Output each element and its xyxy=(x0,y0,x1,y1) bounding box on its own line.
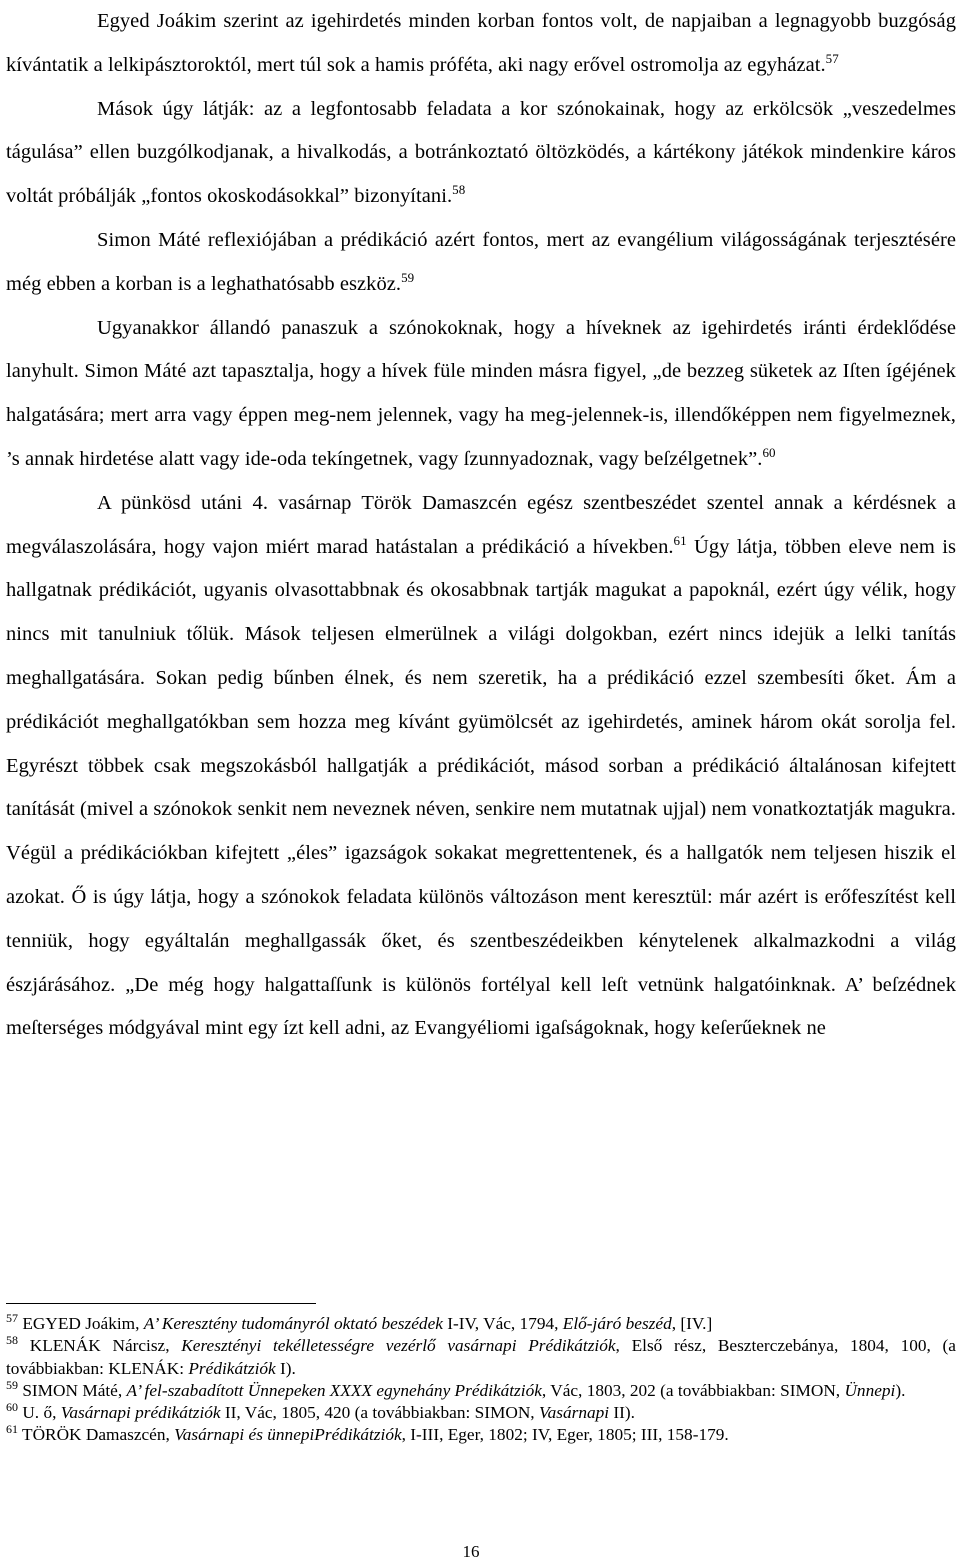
footnote xyxy=(6,1424,956,1446)
page-number: 16 xyxy=(462,1542,480,1561)
text-run: II, Vác, 1805, 420 (a továbbiakban: SIMON, xyxy=(220,1403,539,1423)
footnote-number: 61 xyxy=(6,1422,18,1437)
italic-title: Keresztényi tekélletességre vezérlő vasárnapi Prédikátziók xyxy=(181,1336,616,1356)
text-run: , [IV.] xyxy=(671,1314,713,1333)
body-text xyxy=(6,0,956,1051)
document-page xyxy=(6,0,956,1563)
text-run: , Első rész, Beszterczebánya, 1804, 100, (a továbbiakban: KLENÁK: xyxy=(6,1336,956,1378)
text-run: I). xyxy=(275,1358,296,1378)
footnote-number: 60 xyxy=(6,1400,18,1415)
footnote-reference[interactable]: 59 xyxy=(401,269,415,285)
footnote-reference[interactable]: 61 xyxy=(673,532,687,548)
text-run: , I-III, Eger, 1802; IV, Eger, 1805; III, 158-179. xyxy=(401,1425,729,1445)
italic-title: Elő-járó beszéd xyxy=(562,1314,672,1333)
footnote-number: 57 xyxy=(6,1311,18,1326)
italic-title: A’ Keresztény tudományról oktató beszédek xyxy=(143,1314,443,1333)
text-run: U. ő, xyxy=(18,1403,61,1423)
text-run: SIMON Máté, xyxy=(18,1380,127,1400)
footnote xyxy=(6,1402,956,1424)
footnotes xyxy=(6,1313,956,1447)
paragraph xyxy=(6,0,956,88)
footnote-reference[interactable]: 60 xyxy=(762,445,776,461)
paragraph xyxy=(6,307,956,482)
footnote-reference[interactable]: 58 xyxy=(452,182,466,198)
paragraph xyxy=(6,88,956,219)
italic-title: Vasárnapi és ünnepiPrédikátziók xyxy=(174,1425,402,1445)
text-run: KLENÁK Nárcisz, xyxy=(18,1336,182,1356)
text-run: TÖRÖK Damaszcén, xyxy=(18,1425,175,1445)
text-run: Mások úgy látják: az a legfontosabb feladata a kor szónokainak, hogy az erkölcsök „veszedelmes tágulása” ellen buzgólkodjanak, a hivalkodás, a botránkoztató öltözködés, a kártékony játékok mindenkire káros voltát próbálják „fontos okoskodásokkal” bizonyítani. xyxy=(6,97,956,208)
footnote-number: 59 xyxy=(6,1378,18,1393)
text-run: Simon Máté reflexiójában a prédikáció azért fontos, mert az evangélium világosságának terjesztésére még ebben a korban is a leghathatósabb eszköz. xyxy=(6,228,956,295)
footnote-number: 58 xyxy=(6,1333,18,1348)
text-run: II). xyxy=(609,1403,635,1423)
text-run: Egyed Joákim szerint az igehirdetés minden korban fontos volt, de napjaiban a legnagyobb buzgóság kívántatik a lelkipásztoroktól, mert túl sok a hamis próféta, aki nagy erővel ostromolja az egyházat. xyxy=(6,10,956,76)
paragraph xyxy=(6,219,956,307)
footnote xyxy=(6,1313,956,1335)
italic-title: Ünnepi xyxy=(844,1380,896,1400)
text-run: Úgy látja, többen eleve nem is hallgatnak prédikációt, ugyanis olvasottabbnak és okosabbnak tartják magukat a papoknál, ezért úgy vélik, hogy nincs mit tanulniuk tőlük. Mások teljesen elmerülnek a világi dolgokban, ezért nincs idejük a lelki tanítás meghallgatására. Sokan pedig bűnben élnek, és nem szeretik, ha a prédikáció ezzel szembesíti őket. Ám a prédikációt meghallgatókban sem hozza meg kívánt gyümölcsét az igehirdetés, aminek három okát sorolja fel. Egyrészt többek csak megszokásból hallgatják a prédikációt, másod sorban a prédikáció általánosan kifejtett tanítását (mivel a szónokok senkit nem neveznek néven, senkire nem mutatnak ujjal) nem vonatkoztatják magukra. Végül a prédikációkban kifejtett „éles” igazságok sokakat megrettentenek, és a hallgatók nem teljesen hiszik el azokat. Ő is úgy látja, hogy a szónokok feladata különös változáson ment keresztül: már azért is erőfeszítést kell tenniük, hogy egyáltalán meghallgassák őket, és szentbeszédeikben kénytelenek alkalmazkodni a világ észjárásához. „De még hogy halgattaſſunk is különös fortélyal kell leſt vetnünk halgatóinknak. A’ beſzédnek meſterséges módgyával mint egy ízt kell adni, az Evangyéliomi igaſságoknak, hogy keſerűeknek ne xyxy=(6,535,956,1040)
paragraph xyxy=(6,482,956,1051)
text-run: EGYED Joákim, xyxy=(18,1314,144,1333)
text-run: A pünkösd utáni 4. vasárnap Török Damaszcén egész szentbeszédet szentel annak a kérdésnek a megválaszolására, hogy vajon miért marad hatástalan a prédikáció a hívekben. xyxy=(6,491,956,558)
footnote-reference[interactable]: 57 xyxy=(825,50,839,66)
text-run: I-IV, Vác, 1794, xyxy=(442,1314,563,1333)
italic-title: Vasárnapi xyxy=(538,1403,610,1423)
italic-title: A’ fel-szabadított Ünnepeken XXXX egynehány Prédikátziók xyxy=(126,1380,542,1400)
footnote-separator xyxy=(6,1303,316,1304)
text-run: ). xyxy=(895,1380,906,1400)
text-run: Ugyanakkor állandó panaszuk a szónokoknak, hogy a híveknek az igehirdetés iránti érdeklődése lanyhult. Simon Máté azt tapasztalja, hogy a hívek füle minden másra figyel, „de bezzeg süketek az Iſten ígéjének halgatására; mert arra vagy éppen meg-nem jelennek, vagy ha meg-jelennek-is, illendőképpen nem figyelmeznek, ’s annak hirdetése alatt vagy ide-oda tekíngetnek, vagy ſzunnyadoznak, vagy beſzélgetnek”. xyxy=(6,316,956,470)
italic-title: Prédikátziók xyxy=(188,1358,276,1378)
text-run: , Vác, 1803, 202 (a továbbiakban: SIMON, xyxy=(541,1380,845,1400)
footnote xyxy=(6,1335,956,1380)
italic-title: Vasárnapi prédikátziók xyxy=(60,1403,221,1423)
footnote xyxy=(6,1380,956,1402)
